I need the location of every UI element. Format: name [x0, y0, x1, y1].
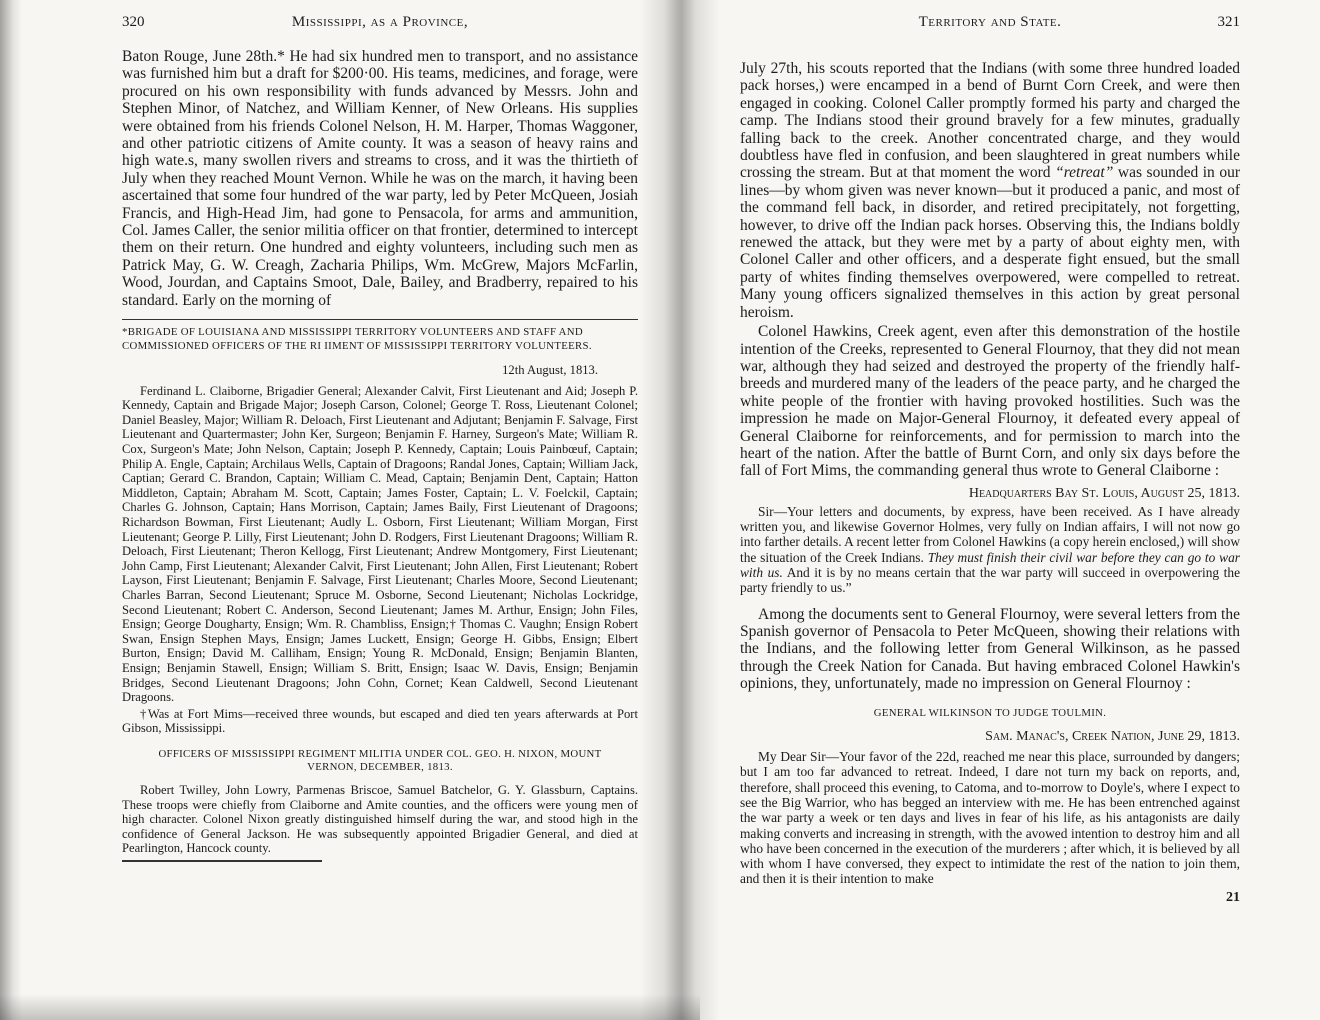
left-main-text: Baton Rouge, June 28th.* He had six hundred men to transport, and no assistance was furnished him but a draft for $200·00. His teams, medicines, and forage, were procured on his own responsibility with funds advanced by Messrs. John and Stephen Minor, of Natchez, and William Kenner, of New Orleans. His supplies were obtained from his friends Colonel Nelson, H. M. Harper, Thomas Waggoner, and other patriotic citizens of Amite county. It was a season of heavy rains and high wate.s, many swollen rivers and streams to cross, and it was the thirtieth of July when they reached Mount Vernon. While he was on the march, it having been ascertained that some four hundred of the war party, led by Peter McQueen, Josiah Francis, and High-Head Jim, had gone to Pensacola, for arms and ammunition, Col. James Caller, the senior militia officer on that frontier, determined to intercept them on their return. One hundred and eighty volunteers, including such men as Patrick May, G. W. Creagh, Zacharia Philips, Wm. McGrew, Majors McFarlin, Wood, Jourdan, and Captains Smoot, Dale, Bailey, and Bradberry, repaired to his standard. Early on the morning of	[122, 48, 638, 309]
retreat-word: “retreat”	[1055, 164, 1114, 182]
letter-1-end: And it is by no means certain that the war party will succeed in overpowering the party friendly to us.”	[740, 564, 1241, 596]
right-body	[740, 60, 1240, 906]
page-end-rule	[122, 860, 322, 862]
left-running-head	[122, 14, 638, 38]
footnote-dagger: †Was at Fort Mims—received three wounds, but escaped and died ten years afterwards at Port Gibson, Mississippi.	[122, 706, 638, 736]
letter-2-heading: GENERAL WILKINSON TO JUDGE TOULMIN.	[873, 706, 1107, 719]
right-paragraph-1	[740, 60, 1240, 321]
letter-1-dateline: Headquarters Bay St. Louis, August 25, 1813.	[968, 485, 1240, 501]
right-running-head	[740, 14, 1240, 38]
right-paragraph-3: Among the documents sent to General Flournoy, were several letters from the Spanish governor of Pensacola to Peter McQueen, showing their relations with the Indians, and the following letter from General Wilkinson, as he passed through the Creek Nation for Canada. But having embraced Colonel Hawkin's opinions, they, unfortunately, made no impression on General Flournoy :	[740, 605, 1240, 693]
left-running-title: Mississippi, as a Province,	[291, 14, 469, 30]
footnote-roster: Ferdinand L. Claiborne, Brigadier General; Alexander Calvit, First Lieutenant and Aid; Joseph P. Kennedy, Captain and Brigade Major; Joseph Carson, Colonel; George T. Ross, Lieutenant Colonel; Daniel Beasley, Major; William R. Deloach, First Lieutenant and Adjutant; Benjamin F. Salvage, First Lieutenant and Quartermaster; John Ker, Surgeon; Benjamin F. Harney, Surgeon's Mate; William R. Cox, Surgeon's Mate; John Nelson, Captain; Joseph P. Kennedy, Captain; Louis Painbœuf, Captain; Philip A. Engle, Captain; Archilaus Wells, Captain of Dragoons; Randal Jones, Captain; William Jack, Captian; Gerard C. Brandon, Captain; William C. Mead, Captain; Benjamin Dent, Captain; Hatton Middleton, Captain; Abraham M. Scott, Captain; James Foster, Captain; L. V. Foelckil, Captain; Charles G. Johnson, Captain; Hans Morrison, Captain; James Baily, First Lieutenant of Dragoons; Richardson Bowman, First Lieutenant; Audly L. Osborn, First Lieutenant; William Morgan, First Lieutenant; George P. Lilly, First Lieutenant; John D. Rodgers, First Lieutenant Dragoons; William R. Deloach, First Lieutenant; Theron Kellogg, First Lieutenant; Andrew Montgomery, First Lieutenant; John Camp, First Lieutenant; Alexander Calvit, First Lieutenant; John Allen, First Lieutenant; Robert Layson, First Lieutenant; Benjamin F. Salvage, First Lieutenant; Charles Moore, Second Lieutenant; Charles Barran, Second Lieutenant; Spruce M. Osborne, Second Lieutenant; Nicholas Lockridge, Second Lieutenant; Robert C. Anderson, Second Lieutenant; James M. Arthur, Ensign; John Files, Ensign; George Dougharty, Ensign; Wm. R. Chambliss, Ensign;† Thomas C. Vaughn; Ensign Robert Swan, Ensign Stephen Mays, Ensign; James Luckett, Ensign; George H. Gibbs, Ensign; Elbert Burton, Ensign; David M. Calliham, Ensign; Young R. McDonald, Ensign; Benjamin Blanten, Ensign; Benjamin Stawell, Ensign; William S. Britt, Ensign; Isaac W. Davis, Ensign; Benjamin Bridges, Second Lieutenant Dragoons; John Cohn, Cornet; Kean Caldwell, Second Lieutenant Dragoons.	[122, 383, 638, 705]
letter-2-body: My Dear Sir—Your favor of the 22d, reached me near this place, surrounded by dangers; but I am too far advanced to retreat. Indeed, I dare not turn my back on reports, and, therefore, shall proceed this evening, to Catoma, and to-morrow to Doyle's, where I expect to see the Big Warrior, who has begged an interview with me. He has been entrenched against the war party a week or ten days and lives in fear of his life, as his antagonists are daily making converts and increasing in strength, with the avowed intention to destroy him and all who have been concerned in the execution of the murderers ; after which, it is believed by all with whom I have conversed, they expect to intimidate the rest of the nation to join them, and then it is their intention to make	[740, 749, 1240, 887]
left-page	[122, 0, 638, 1020]
right-page	[740, 0, 1240, 1020]
paragraph-1-text: July 27th, his scouts reported that the Indians (with some three hundred loaded pack horses,) were encamped in a bend of Burnt Corn Creek, and were then engaged in cooking. Colonel Caller promptly formed his party and charged the camp. The Indians stood their ground bravely for a few minutes, gradually falling back to the creek. Another concentrated charge, and they would doubtless have fled in confusion, and been slaughtered in great numbers while crossing the stream. But at that moment the word	[740, 60, 1240, 182]
letter-1-body	[740, 504, 1240, 596]
left-body	[122, 48, 638, 862]
letter-2-dateline: Sam. Manac's, Creek Nation, June 29, 1813.	[985, 729, 1240, 745]
officers-heading: OFFICERS OF MISSISSIPPI REGIMENT MILITIA UNDER COL. GEO. H. NIXON, MOUNT VERNON, DECEMBER, 1813.	[158, 747, 602, 774]
right-folio: 321	[1217, 14, 1240, 30]
scan-shadow-left	[0, 0, 22, 1020]
footnote-date: 12th August, 1813.	[502, 363, 598, 378]
right-paragraph-2: Colonel Hawkins, Creek agent, even after this demonstration of the hostile intention of the Creeks, represented to General Flournoy, that they did not mean war, although they had seized and destroyed the property of the friendly half-breeds and murdered many of the leaders of the peace party, and he charged the white people of the frontier with having provoked hostilities. Such was the impression he made on Major-General Flournoy, it defeated every appeal of General Claiborne for reinforcements, and for permission to march into the heart of the nation. After the battle of Burnt Corn, and only six days before the fall of Fort Mims, the commanding general thus wrote to General Claiborne :	[740, 323, 1240, 480]
footnote-rule	[122, 319, 638, 320]
footnote-heading: *BRIGADE OF LOUISIANA AND MISSISSIPPI TERRITORY VOLUNTEERS AND STAFF AND COMMISSIONED OFFICERS OF THE RI IIMENT OF MISSISSIPPI TERRITORY VOLUNTEERS.	[122, 326, 592, 352]
paragraph-1-rest: was sounded in our lines—by whom given was never known—but it produced a panic, and most of the command fell back, in disorder, and retired precipitately, not forgetting, however, to drive off the Indian pack horses. Observing this, the Indians boldly renewed the attack, but they were met by a party of about eighty men, with Colonel Caller and other officers, and a desperate fight ensued, but the small party of whites finding themselves overpowered, were compelled to retreat. Many young officers signalized themselves in this action by great personal heroism.	[740, 164, 1241, 321]
officers-text: Robert Twilley, John Lowry, Parmenas Briscoe, Samuel Batchelor, G. Y. Glassburn, Captains. These troops were chiefly from Claiborne and Amite counties, and the officers were young men of high character. Colonel Nixon greatly distinguished himself during the war, and stood high in the confidence of General Jackson. He was subsequently appointed Brigadier General, and died at Pearlington, Hancock county.	[122, 782, 638, 856]
signature-mark: 21	[1226, 889, 1240, 905]
letter-1-italic: They must finish their civil war before they can go to war with us.	[740, 549, 1240, 580]
left-folio: 320	[122, 14, 145, 30]
book-gutter	[640, 0, 720, 1020]
right-running-title: Territory and State.	[918, 14, 1062, 30]
letter-1-text: Sir—Your letters and documents, by express, have been received. As I have already written you, and likewise Governor Holmes, very fully on Indian affairs, I will not now go into farther details. A recent letter from Colonel Hawkins (a copy herein enclosed,) will show the situation of the Creek Indians.	[740, 503, 1240, 565]
